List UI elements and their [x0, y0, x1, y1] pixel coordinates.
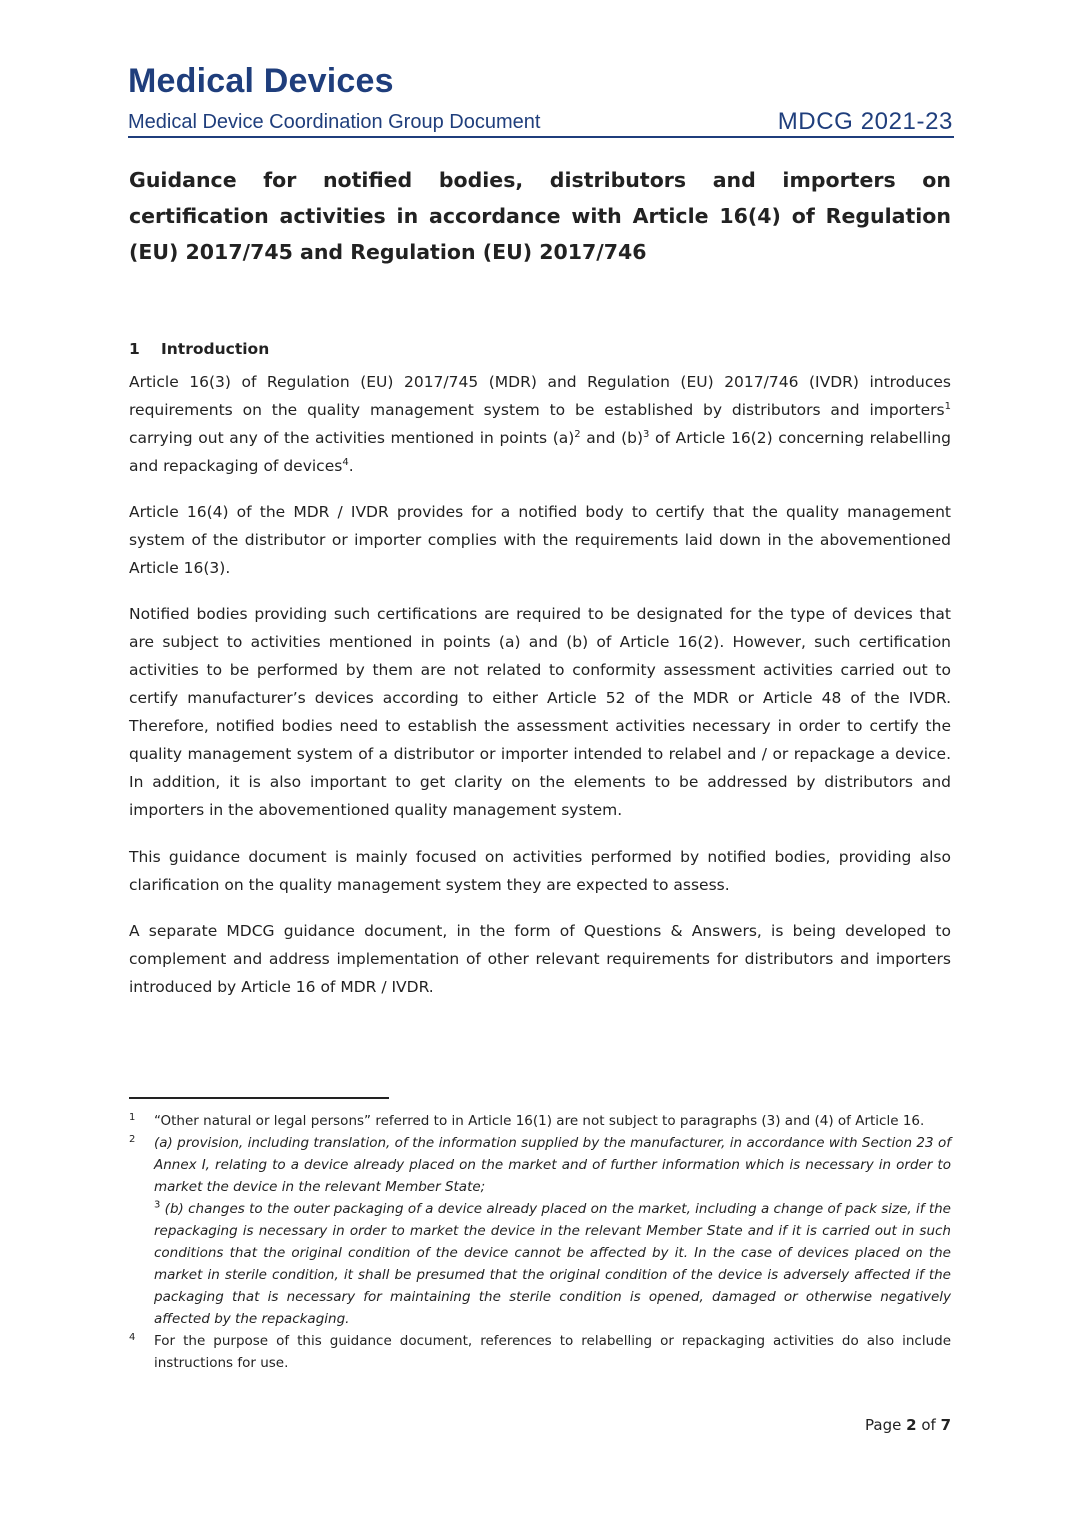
document-code: MDCG 2021-23	[777, 108, 953, 135]
footnote-ref-4[interactable]: 4	[342, 456, 349, 468]
footnote-ref-2[interactable]: 2	[574, 428, 581, 440]
footnotes	[129, 1110, 951, 1374]
footnote-text: (b) changes to the outer packaging of a device already placed on the market, including a change of pack size, if the repackaging is necessary in order to market the device in the relevant Member State and if it is carried out in such conditions that the original condition of the device cannot be affected by it. In the case of devices placed on the market in sterile condition, it shall be presumed that the original condition of the device is adversely affected if the packaging that is necessary for maintaining the sterile condition is opened, damaged or otherwise negatively affected by the repackaging.	[154, 1201, 951, 1327]
paragraph-text: This guidance document is mainly focused on activities performed by notified bodies, providing also clarification on the quality management system they are expected to assess.	[129, 848, 951, 894]
section-heading	[129, 340, 269, 358]
paragraph-5	[129, 917, 951, 1001]
footnote-2	[129, 1132, 951, 1198]
footnote-text: (a) provision, including translation, of the information supplied by the manufacturer, in accordance with Section 23 of Annex I, relating to a device already placed on the market and of further information which is necessary in order to market the device in the relevant Member State;	[154, 1135, 951, 1195]
footnote-text: For the purpose of this guidance document, references to relabelling or repackaging activities do also include instructions for use.	[154, 1333, 951, 1371]
paragraph-text: A separate MDCG guidance document, in the form of Questions & Answers, is being developed to complement and address implementation of other relevant requirements for distributors and importers introduced by Article 16 of MDR / IVDR.	[129, 922, 951, 996]
paragraph-text: carrying out any of the activities mentioned in points (a)	[129, 429, 575, 447]
footnote-ref-1[interactable]: 1	[944, 400, 951, 412]
paragraph-1	[129, 368, 951, 480]
section-title: Introduction	[161, 340, 270, 358]
paragraph-text: Article 16(4) of the MDR / IVDR provides for a notified body to certify that the quality management system of the distributor or importer complies with the requirements laid down in the abovementioned Article 16(3).	[129, 503, 951, 577]
paragraph-3	[129, 600, 951, 824]
section-number: 1	[129, 340, 140, 358]
document-title: Guidance for notified bodies, distributors and importers on certification activities in accordance with Article 16(4) of Regulation (EU) 2017/745 and Regulation (EU) 2017/746	[129, 168, 951, 264]
page-number-prefix: Page	[865, 1416, 907, 1434]
footnote-separator	[129, 1097, 389, 1099]
paragraph-2	[129, 498, 951, 582]
footnote-text: “Other natural or legal persons” referred to in Article 16(1) are not subject to paragraphs (3) and (4) of Article 16.	[154, 1113, 925, 1129]
header-rule	[128, 136, 954, 138]
footnote-mark: 1	[129, 1112, 136, 1123]
footnote-mark: 3	[154, 1199, 161, 1211]
header-subtitle: Medical Device Coordination Group Document	[128, 111, 541, 133]
page-number-total: 7	[940, 1416, 951, 1434]
footnote-1	[129, 1110, 951, 1132]
paragraph-text: Notified bodies providing such certifications are required to be designated for the type of devices that are subject to activities mentioned in points (a) and (b) of Article 16(2). However, such certification activities to be performed by them are not related to conformity assessment activities carried out to certify manufacturer’s devices according to either Article 52 of the MDR or Article 48 of the IVDR. Therefore, notified bodies need to establish the assessment activities necessary in order to certify the quality management system of a distributor or importer intended to relabel and / or repackage a device. In addition, it is also important to get clarity on the elements to be addressed by distributors and importers in the abovementioned quality management system.	[129, 605, 951, 819]
page-number	[865, 1416, 951, 1434]
page-number-of: of	[916, 1416, 941, 1434]
page-number-current: 2	[906, 1416, 917, 1434]
paragraph-text: and (b)	[580, 429, 644, 447]
footnote-ref-3[interactable]: 3	[643, 428, 650, 440]
paragraph-4	[129, 843, 951, 899]
footnote-4	[129, 1330, 951, 1374]
footnote-mark: 2	[129, 1134, 136, 1145]
paragraph-text: Article 16(3) of Regulation (EU) 2017/745 (MDR) and Regulation (EU) 2017/746 (IVDR) introduces requirements on the quality management system to be established by distributors and importers	[129, 373, 951, 419]
footnote-3	[129, 1198, 951, 1330]
header-title: Medical Devices	[128, 62, 394, 100]
paragraph-text: of Article 16(2) concerning relabelling and repackaging of devices	[129, 429, 952, 475]
footnote-mark: 4	[129, 1332, 136, 1343]
paragraph-text: .	[348, 457, 354, 475]
